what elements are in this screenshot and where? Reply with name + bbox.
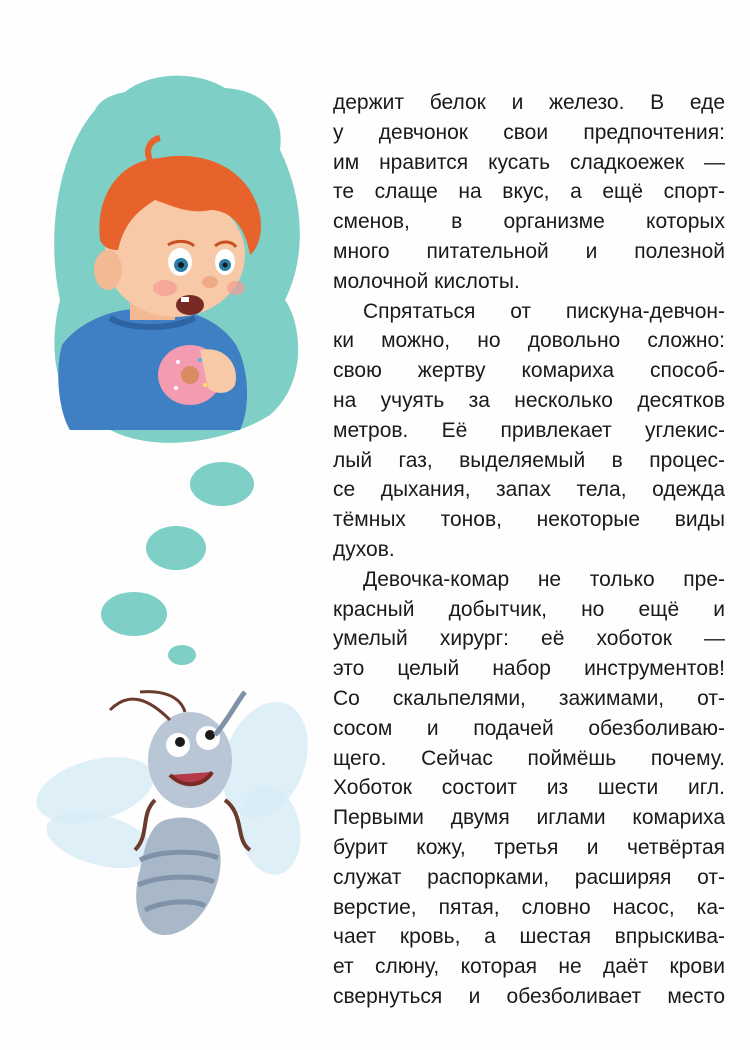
text-line: верстие, пятая, словно насос, ка- [333, 895, 725, 919]
text-line: молочной кислоты. [333, 269, 520, 293]
paragraph-1 [333, 88, 725, 297]
text-line: Первыми двумя иглами комариха [333, 806, 725, 830]
text-line: свернуться и обезболивает место [333, 984, 725, 1008]
text-line: на учуять за несколько десятков [333, 388, 725, 412]
text-line: держит белок и железо. В еде [333, 91, 725, 114]
text-line: чает кровь, а шестая впрыскива- [333, 925, 725, 949]
text-line: у девчонок свои предпочтения: [333, 120, 725, 144]
text-line: ет слюну, которая не даёт крови [333, 955, 725, 979]
text-line: метров. Её привлекает углекис- [333, 418, 725, 442]
text-line: Девочка-комар не только пре- [363, 567, 725, 591]
paragraph-2 [333, 297, 725, 565]
text-line: красный добытчик, но ещё и [333, 597, 725, 621]
text-line: Со скальпелями, зажимами, от- [333, 686, 725, 710]
text-line: это целый набор инструментов! [333, 657, 725, 681]
text-line: щего. Сейчас поймёшь почему. [333, 746, 725, 770]
text-line: се дыхания, запах тела, одежда [333, 478, 725, 502]
text-line: те слаще на вкус, а ещё спорт- [333, 180, 725, 204]
paragraph-3 [333, 565, 725, 1012]
text-line: Хоботок состоит из шести игл. [333, 776, 725, 800]
text-line: сосом и подачей обезболиваю- [333, 716, 725, 740]
text-line: ки можно, но довольно сложно: [333, 329, 725, 353]
text-line: духов. [333, 537, 395, 561]
text-line: бурит кожу, третья и четвёртая [333, 835, 725, 859]
text-line: свою жертву комариха способ- [333, 359, 725, 383]
text-line: им нравится кусать сладкоежек — [333, 150, 725, 174]
text-line: много питательной и полезной [333, 239, 725, 263]
text-line: умелый хирург: её хоботок — [333, 627, 725, 651]
text-line: служат распорками, расширяя от- [333, 865, 725, 889]
mosquito-icon [29, 690, 323, 935]
text-line: лый газ, выделяемый в процес- [333, 448, 725, 472]
text-line: Спрятаться от пискуна-девчон- [363, 299, 725, 323]
text-line: тёмных тонов, некоторые виды [333, 508, 725, 532]
text-line: сменов, в организме которых [333, 210, 725, 234]
illustration [0, 0, 330, 1050]
text-column [333, 88, 725, 1012]
